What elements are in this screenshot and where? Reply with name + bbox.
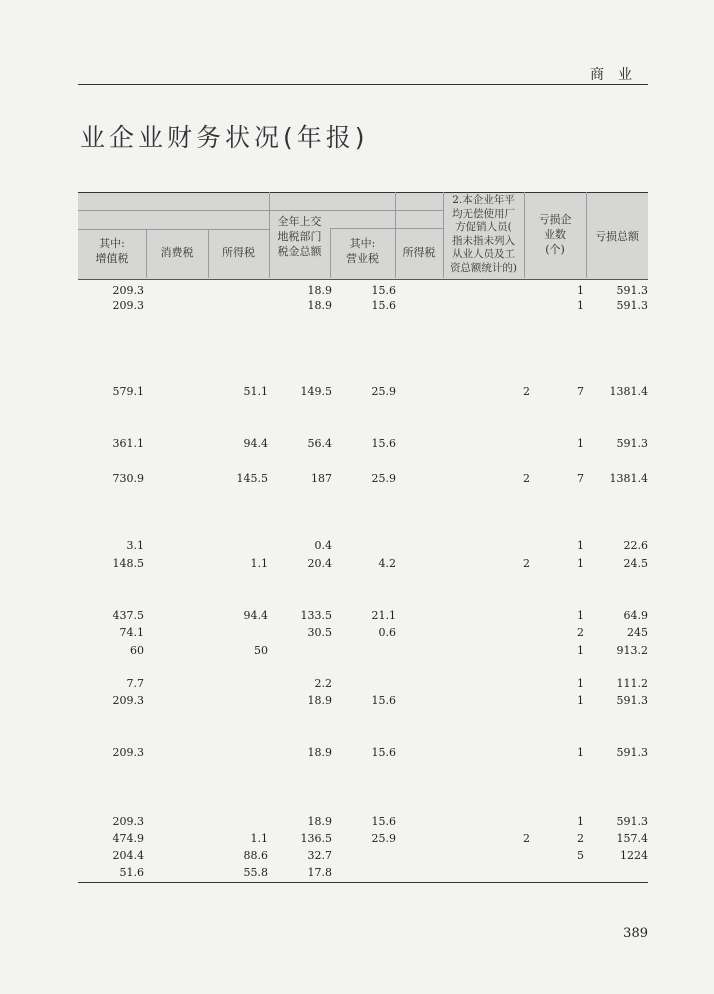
table-cell-local-total: 18.9 xyxy=(307,694,332,707)
table-cell-business: 4.2 xyxy=(378,557,396,570)
table-cell-loss-count: 1 xyxy=(577,299,584,312)
table-cell-loss-count: 1 xyxy=(577,644,584,657)
table-cell-local-total: 2.2 xyxy=(314,677,332,690)
table-cell-loss-count: 7 xyxy=(577,385,584,398)
table-cell-income1: 1.1 xyxy=(250,557,268,570)
table-cell-loss-count: 5 xyxy=(577,849,584,862)
table-cell-loss-total: 22.6 xyxy=(623,539,648,552)
table-cell-local-total: 32.7 xyxy=(307,849,332,862)
table-cell-loss-total: 157.4 xyxy=(616,832,648,845)
table-cell-local-total: 30.5 xyxy=(307,626,332,639)
column-header-business-tax: 其中: 营业税 xyxy=(346,237,379,265)
table-cell-loss-total: 1381.4 xyxy=(609,472,648,485)
table-cell-business: 15.6 xyxy=(371,815,396,828)
table-cell-local-total: 133.5 xyxy=(300,609,332,622)
table-bottom-rule xyxy=(78,882,648,883)
table-cell-local-total: 0.4 xyxy=(314,539,332,552)
table-cell-income1: 94.4 xyxy=(243,609,268,622)
table-cell-local-total: 18.9 xyxy=(307,284,332,297)
table-cell-vat: 730.9 xyxy=(112,472,144,485)
section-header: 商业 xyxy=(590,67,646,83)
table-cell-loss-total: 591.3 xyxy=(616,815,648,828)
header-divider xyxy=(78,229,270,230)
header-divider xyxy=(330,228,443,229)
table-cell-vat: 437.5 xyxy=(112,609,144,622)
table-cell-loss-count: 1 xyxy=(577,284,584,297)
table-cell-business: 25.9 xyxy=(371,385,396,398)
table-cell-loss-count: 2 xyxy=(577,626,584,639)
table-cell-loss-total: 913.2 xyxy=(616,644,648,657)
table-cell-loss-total: 64.9 xyxy=(623,609,648,622)
table-cell-business: 25.9 xyxy=(371,832,396,845)
table-cell-loss-total: 591.3 xyxy=(616,284,648,297)
table-cell-local-total: 18.9 xyxy=(307,299,332,312)
table-cell-business: 25.9 xyxy=(371,472,396,485)
column-header-consumption: 消费税 xyxy=(160,246,194,259)
table-cell-loss-count: 1 xyxy=(577,437,584,450)
table-cell-local-total: 18.9 xyxy=(307,746,332,759)
table-cell-income1: 94.4 xyxy=(243,437,268,450)
table-cell-vat: 474.9 xyxy=(112,832,144,845)
table-cell-loss-count: 1 xyxy=(577,746,584,759)
table-cell-income1: 145.5 xyxy=(236,472,268,485)
header-divider xyxy=(78,210,443,211)
table-cell-promoters: 2 xyxy=(523,832,530,845)
table-cell-business: 15.6 xyxy=(371,437,396,450)
table-cell-loss-count: 1 xyxy=(577,815,584,828)
table-cell-business: 15.6 xyxy=(371,284,396,297)
table-cell-loss-total: 24.5 xyxy=(623,557,648,570)
table-cell-vat: 3.1 xyxy=(126,539,144,552)
table-cell-local-total: 56.4 xyxy=(307,437,332,450)
column-header-promoters: 2.本企业年平 均无偿使用厂 方促销人员( 指未指未列入 从业人员及工 资总额统计的) xyxy=(449,194,518,274)
column-header-vat: 其中: 增值税 xyxy=(95,237,129,265)
table-cell-vat: 148.5 xyxy=(112,557,144,570)
table-cell-local-total: 149.5 xyxy=(300,385,332,398)
table-cell-vat: 74.1 xyxy=(119,626,144,639)
table-cell-local-total: 136.5 xyxy=(300,832,332,845)
table-cell-vat: 209.3 xyxy=(112,815,144,828)
column-header-income-tax: 所得税 xyxy=(222,246,255,259)
table-cell-loss-count: 1 xyxy=(577,557,584,570)
table-cell-income1: 88.6 xyxy=(243,849,268,862)
table-cell-local-total: 17.8 xyxy=(307,866,332,879)
table-cell-vat: 7.7 xyxy=(126,677,144,690)
table-cell-vat: 209.3 xyxy=(112,694,144,707)
table-cell-local-total: 187 xyxy=(311,472,332,485)
page-title: 业企业财务状况(年报) xyxy=(80,123,369,152)
table-cell-loss-count: 1 xyxy=(577,677,584,690)
table-cell-income1: 51.1 xyxy=(243,385,268,398)
table-cell-business: 15.6 xyxy=(371,299,396,312)
table-cell-promoters: 2 xyxy=(523,472,530,485)
table-cell-vat: 209.3 xyxy=(112,284,144,297)
table-cell-local-total: 18.9 xyxy=(307,815,332,828)
table-cell-promoters: 2 xyxy=(523,385,530,398)
table-cell-vat: 51.6 xyxy=(119,866,144,879)
table-cell-vat: 579.1 xyxy=(112,385,144,398)
table-cell-vat: 209.3 xyxy=(112,746,144,759)
table-cell-loss-count: 1 xyxy=(577,609,584,622)
table-cell-loss-total: 111.2 xyxy=(616,677,648,690)
table-cell-vat: 204.4 xyxy=(112,849,144,862)
table-cell-loss-count: 1 xyxy=(577,539,584,552)
table-cell-business: 15.6 xyxy=(371,746,396,759)
table-cell-business: 0.6 xyxy=(378,626,396,639)
table-cell-promoters: 2 xyxy=(523,557,530,570)
table-cell-business: 21.1 xyxy=(371,609,396,622)
table-cell-loss-count: 1 xyxy=(577,694,584,707)
table-cell-loss-count: 2 xyxy=(577,832,584,845)
table-cell-loss-total: 1381.4 xyxy=(609,385,648,398)
column-header-loss-count: 亏损企 业数 (个) xyxy=(538,213,572,256)
table-cell-loss-total: 591.3 xyxy=(616,299,648,312)
table-cell-local-total: 20.4 xyxy=(307,557,332,570)
column-header-income-tax-2: 所得税 xyxy=(402,246,436,259)
table-cell-business: 15.6 xyxy=(371,694,396,707)
header-rule xyxy=(78,84,648,85)
table-cell-loss-total: 591.3 xyxy=(616,694,648,707)
header-divider xyxy=(395,192,396,278)
table-cell-vat: 60 xyxy=(130,644,144,657)
table-cell-vat: 361.1 xyxy=(112,437,144,450)
page-number: 389 xyxy=(623,926,648,941)
table-cell-income1: 50 xyxy=(254,644,268,657)
table-cell-loss-total: 591.3 xyxy=(616,746,648,759)
table-cell-loss-total: 1224 xyxy=(620,849,648,862)
table-cell-loss-total: 245 xyxy=(627,626,648,639)
table-cell-loss-count: 7 xyxy=(577,472,584,485)
column-header-local-tax-total: 全年上交 地税部门 税金总额 xyxy=(277,215,322,258)
table-cell-income1: 1.1 xyxy=(250,832,268,845)
table-cell-income1: 55.8 xyxy=(243,866,268,879)
table-cell-loss-total: 591.3 xyxy=(616,437,648,450)
table-cell-vat: 209.3 xyxy=(112,299,144,312)
column-header-loss-total: 亏损总额 xyxy=(595,230,639,243)
